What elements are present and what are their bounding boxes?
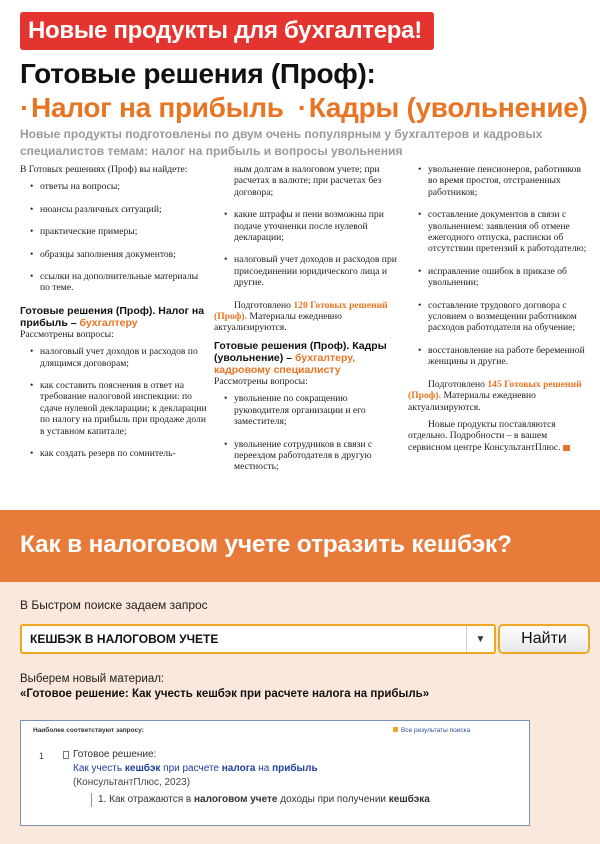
results-header: Наиболее соответствуют запросу: [33,727,144,734]
topic-list [20,92,588,124]
topic-profit-tax: Налог на прибыль [31,92,284,123]
list-item: • увольнение сотрудников в связи с переездом работодателя в другую местность; [214,439,404,473]
col1-lead: В Готовых решениях (Проф) вы найдете: [20,164,188,175]
list-item: • исправление ошибок в приказе об увольнении; [408,266,592,289]
document-icon [63,751,69,759]
link-part: прибыль [272,763,318,774]
prepared-count: 120 Готовых решений (Проф). [214,299,388,323]
end-mark-icon [563,445,570,451]
section-lead: Рассмотрены вопросы: [20,328,114,340]
selected-material-title: «Готовое решение: Как учесть кешбэк при расчете налога на прибыль» [20,688,430,700]
page-title: Готовые решения (Проф): [20,58,376,89]
section-title-profit-tax [20,305,208,329]
search-results-panel [20,720,530,826]
result-subsection-link[interactable] [91,793,430,807]
link-part: налога [221,763,256,774]
select-material-note [20,672,429,702]
result-title-link[interactable] [73,763,318,774]
closing-text: Новые продукты поставляются отдельно. Подробности – в вашем сервисном центре КонсультантПлюс. [408,418,561,453]
article-columns [20,164,590,494]
all-results-label: Все результаты поиска [401,727,471,734]
all-results-link[interactable] [393,727,470,734]
list-item: • какие штрафы и пени возможны при подаче уточненки после нулевой декларации; [214,209,404,243]
cashback-section [0,510,600,844]
topic-hr-dismissal: Кадры (увольнение) [308,92,588,123]
search-value: КЕШБЭК В НАЛОГОВОМ УЧЕТЕ [30,632,219,646]
list-item: • образцы заполнения документов; [20,249,208,260]
prepared-pre: Подготовлено [234,299,291,311]
column-3 [408,164,592,459]
column-1 [20,164,208,471]
sub-part: налоговом учете [194,794,278,805]
section-lead: Рассмотрены вопросы: [214,375,308,387]
select-lead: Выберем новый материал: [20,673,165,685]
prepared-pre: Подготовлено [428,378,485,390]
link-part: Как учесть [73,763,125,774]
link-part: при расчете [160,763,222,774]
list-item: • восстановление на работе беременной женщины и другие. [408,345,592,368]
list-item: • составление документов в связи с увольнением: заявления об отмене ежегодного отпуска, расписки об отсутствии претензий к работодателю; [408,209,592,255]
cashback-header [0,510,600,582]
search-input[interactable] [20,624,496,654]
link-part: кешбэк [124,763,161,774]
bullet-icon: · [20,92,30,123]
result-type: Готовое решение: [73,749,157,760]
hr-questions [214,393,404,472]
section-audience: бухгалтеру, кадровому специалисту [214,351,356,376]
list-item: • как создать резерв по сомнитель- [20,448,208,459]
features-list [20,181,208,293]
column-2 [214,164,404,484]
prepared-note [408,379,592,413]
intro-text: Новые продукты подготовлены по двум очень популярным у бухгалтеров и кадровых специалистов темам: налог на прибыль и вопросы увольнения [20,127,543,158]
prepared-count: 145 Готовых решений (Проф). [408,378,582,402]
chevron-down-icon[interactable]: ▼ [466,626,494,652]
page-banner: Новые продукты для бухгалтера! [20,12,434,50]
list-item: • ссылки на дополнительные материалы по теме. [20,271,208,294]
prepared-post: Материалы ежедневно актуализируются. [408,390,536,413]
sub-part: 1. Как отражаются в [98,794,194,805]
list-item: • как составить пояснения в ответ на требование налоговой инспекции: по сдаче нулевой декларации; к декларации по налогу на прибыль при продаже доли в уставном капитале; [20,380,208,437]
closing-note [408,419,592,453]
list-item: • составление трудового договора с условием о возмещении работником расходов работодателя на обучение; [408,300,592,334]
pin-icon [393,727,398,732]
search-prompt: В Быстром поиске задаем запрос [20,598,208,612]
result-source: (КонсультантПлюс, 2023) [73,777,191,788]
list-item: ным долгам в налоговом учете; при расчетах в валюте; при расчетах без договора; [234,164,382,198]
prepared-note [214,300,404,334]
section-title-text: Готовые решения (Проф). Налог на прибыль – [20,304,205,329]
list-item: • ответы на вопросы; [20,181,208,192]
list-item: • практические примеры; [20,226,208,237]
result-number: 1 [39,751,45,761]
section-audience: бухгалтеру [79,316,138,329]
list-item: • налоговый учет доходов и расходов при присоединении юридического лица и другие. [214,254,404,288]
list-item: • налоговый учет доходов и расходов по длящимся договорам; [20,346,208,369]
profit-tax-questions-cont [214,164,404,289]
list-item: • увольнение по сокращению руководителя организации и его заместителя; [214,393,404,427]
section-title-hr [214,340,404,376]
sub-part: доходы при получении [277,794,389,805]
find-button[interactable]: Найти [498,624,590,654]
bullet-icon: · [297,92,307,123]
section-title-text: Готовые решения (Проф). Кадры (увольнение) – [214,339,387,364]
sub-part: кешбэка [388,794,430,805]
link-part: на [255,763,273,774]
cashback-title: Как в налоговом учете отразить кешбэк? [20,531,512,558]
list-item: • нюансы различных ситуаций; [20,204,208,215]
hr-questions-cont [408,164,592,368]
prepared-post: Материалы ежедневно актуализируются. [214,311,342,334]
profit-tax-questions [20,346,208,459]
list-item: • увольнение пенсионеров, работников во время простоя, отстраненных работников; [408,164,592,198]
